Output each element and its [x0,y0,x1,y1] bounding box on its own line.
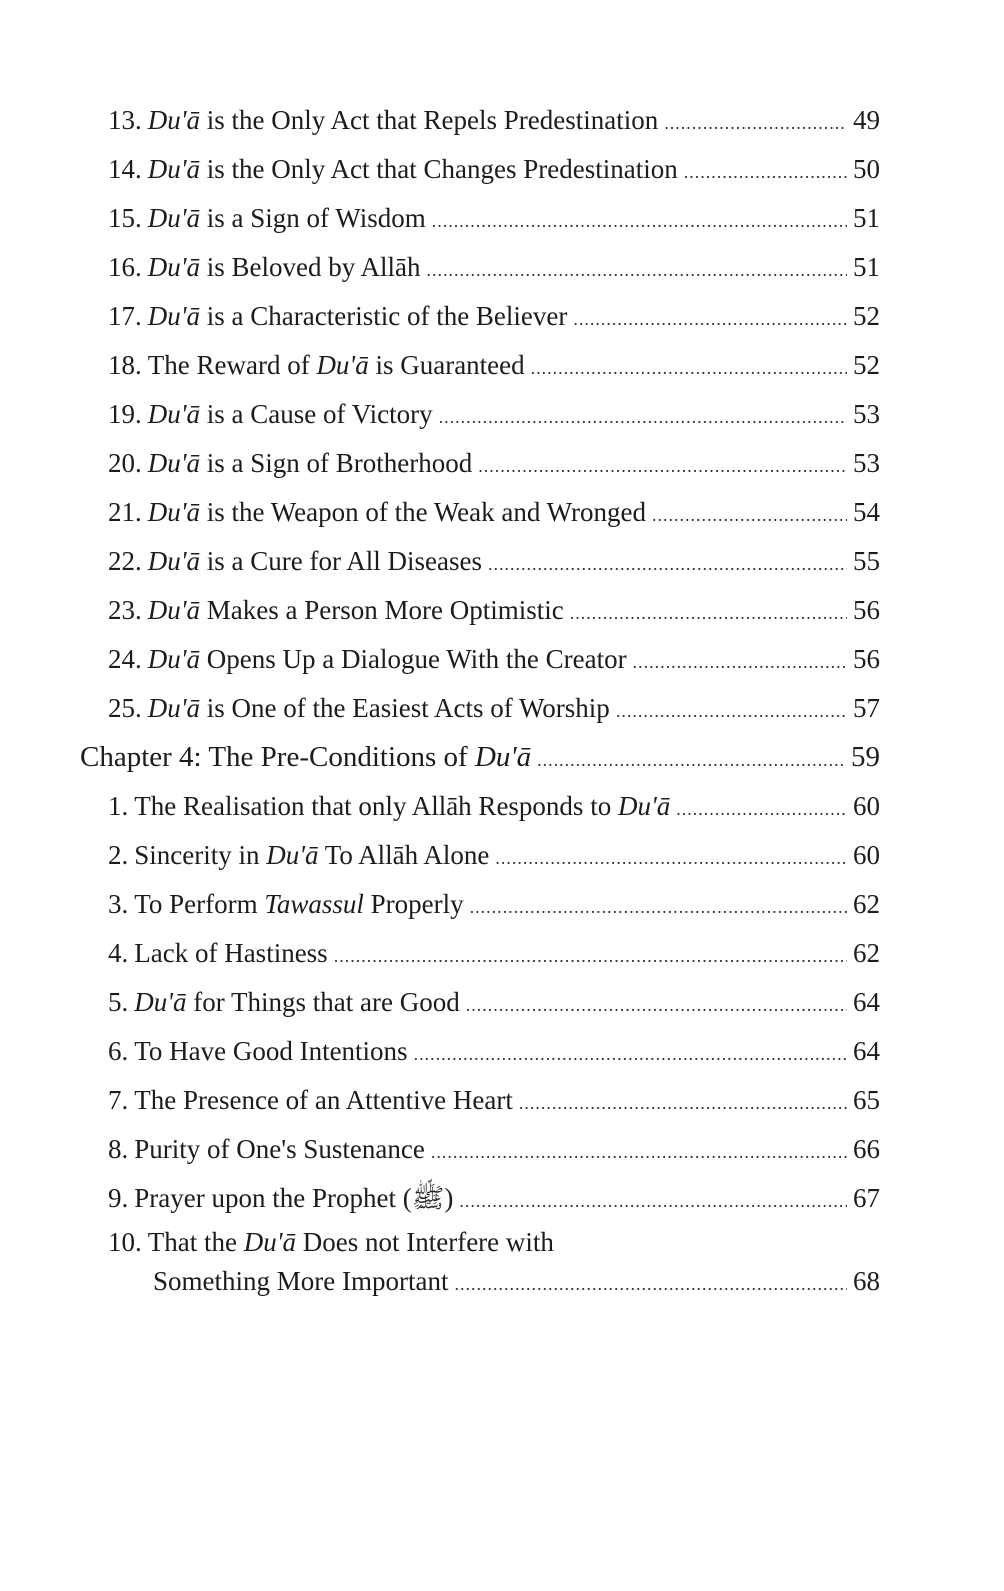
page-number: 50 [853,154,880,184]
entry-title-line-1 [108,1223,880,1261]
page-number: 60 [853,791,880,821]
dot-leader [664,99,847,148]
entry-title [134,929,327,978]
entry-title [148,341,525,390]
dot-leader [676,785,847,834]
toc-entry[interactable] [80,1076,880,1125]
toc-entry[interactable] [80,1125,880,1174]
toc-entry[interactable] [80,194,880,243]
entry-title [134,880,463,929]
entry-title-italic: Du'ā [147,644,201,674]
dot-leader [573,295,847,344]
entry-number: 13. [108,105,142,135]
dot-leader [495,834,847,883]
entry-title [148,194,426,243]
entry-title-text: is the Only Act that Repels Predestination [200,105,659,135]
entry-title-text: Opens Up a Dialogue With the Creator [200,644,627,674]
entry-title [148,537,482,586]
entry-number: 8. [108,1134,129,1164]
dot-leader [478,442,847,491]
entry-title-italic: Du'ā [147,546,201,576]
page-number: 51 [853,203,880,233]
entry-number: 14. [108,154,142,184]
page-number: 49 [853,105,880,135]
page-number: 64 [853,987,880,1017]
toc-entry[interactable] [80,782,880,831]
entry-title-text: That the [147,1227,244,1257]
entry-title [148,96,658,145]
entry-title-text: is a Cause of Victory [200,399,433,429]
entry-title [134,782,670,831]
entry-number: 1. [108,791,129,821]
entry-title [148,292,568,341]
entry-title-text: for Things that are Good [186,987,460,1017]
dot-leader [427,246,847,295]
dot-leader [537,736,845,785]
entry-number: 3. [108,889,129,919]
table-of-contents [80,96,880,1301]
entry-title [80,733,531,782]
page-number: 68 [853,1266,880,1296]
entry-title-italic: Du'ā [266,840,319,870]
toc-entry[interactable] [80,1027,880,1076]
entry-title-text: Does not Interfere with [296,1227,554,1257]
entry-number: 20. [108,448,142,478]
entry-number: 16. [108,252,142,282]
entry-title-text: is a Cure for All Diseases [200,546,482,576]
dot-leader [432,197,847,246]
entry-title-text: is Beloved by Allāh [200,252,421,282]
dot-leader [431,1128,847,1177]
entry-number: 24. [108,644,142,674]
entry-title-text: To Have Good Intentions [134,1036,408,1066]
entry-title [148,586,564,635]
page-number: 59 [851,741,880,773]
entry-title-text: is the Weapon of the Weak and Wronged [200,497,646,527]
entry-number: 22. [108,546,142,576]
entry-title-text: Purity of One's Sustenance [134,1134,425,1164]
entry-title-text: Prayer upon the Prophet (ﷺ) [134,1183,454,1213]
entry-title-text: Lack of Hastiness [134,938,328,968]
entry-number: 18. [108,350,142,380]
toc-entry[interactable] [80,684,880,733]
dot-leader [519,1079,847,1128]
page-number: 51 [853,252,880,282]
page-number: 56 [853,595,880,625]
page-number: 53 [853,448,880,478]
toc-entry[interactable] [80,341,880,390]
dot-leader [466,981,847,1030]
toc-entry[interactable] [80,243,880,292]
entry-title-italic: Du'ā [147,399,201,429]
entry-title-italic: Du'ā [147,448,201,478]
dot-leader [570,589,847,638]
entry-number: 4. [108,938,129,968]
entry-title [148,488,646,537]
entry-title-italic: Du'ā [617,791,671,821]
toc-entry[interactable] [80,439,880,488]
page-number: 52 [853,350,880,380]
entry-title-text: Makes a Person More Optimistic [200,595,564,625]
page-number: 57 [853,693,880,723]
entry-title-text: The Realisation that only Allāh Responds to [134,791,618,821]
entry-number: 5. [108,987,129,1017]
entry-number: 23. [108,595,142,625]
page-number: 56 [853,644,880,674]
page-number: 54 [853,497,880,527]
entry-title-italic: Du'ā [147,301,201,331]
dot-leader [616,687,847,736]
page-number: 66 [853,1134,880,1164]
entry-title-italic: Du'ā [316,350,369,380]
entry-title-italic: Du'ā [147,105,201,135]
toc-entry[interactable] [80,635,880,684]
entry-number: 21. [108,497,142,527]
dot-leader [459,1177,847,1226]
entry-number: 15. [108,203,142,233]
entry-title-italic: Du'ā [147,595,201,625]
dot-leader [652,491,847,540]
dot-leader [684,148,847,197]
entry-title [148,390,433,439]
toc-entry[interactable] [80,929,880,978]
entry-title [148,145,678,194]
entry-number: 10. [108,1227,142,1257]
dot-leader [470,883,847,932]
dot-leader [454,1264,847,1304]
entry-number: 9. [108,1183,129,1213]
entry-title-text: is the Only Act that Changes Predestination [200,154,678,184]
toc-entry[interactable] [80,733,880,782]
dot-leader [439,393,847,442]
toc-entry[interactable] [80,831,880,880]
toc-entry[interactable] [80,292,880,341]
toc-entry[interactable] [80,537,880,586]
entry-title-italic: Du'ā [147,203,201,233]
toc-entry[interactable] [80,1174,880,1223]
entry-title-italic: Du'ā [147,497,201,527]
entry-title-italic: Du'ā [474,741,532,773]
entry-title-text: To Allāh Alone [318,840,490,870]
entry-title [148,635,627,684]
dot-leader [414,1030,847,1079]
entry-title-text: is a Sign of Brotherhood [200,448,473,478]
entry-title-text: To Perform [134,889,265,919]
entry-title-text: Something More Important [153,1266,449,1296]
entry-title-text: is a Characteristic of the Believer [200,301,568,331]
entry-title-italic: Du'ā [147,693,201,723]
entry-title [134,831,489,880]
toc-entry[interactable] [80,96,880,145]
page-number: 67 [853,1183,880,1213]
entry-title-text: Chapter 4: The Pre-Conditions of [80,741,475,773]
entry-title-text: is Guaranteed [368,350,525,380]
entry-title [134,1125,425,1174]
toc-entry[interactable] [80,390,880,439]
entry-number: 17. [108,301,142,331]
toc-entry[interactable] [80,145,880,194]
entry-title-italic: Du'ā [147,252,201,282]
entry-number: 6. [108,1036,129,1066]
page-number: 65 [853,1085,880,1115]
toc-entry[interactable] [80,488,880,537]
toc-entry[interactable] [80,978,880,1027]
entry-title [134,1027,407,1076]
page-number: 62 [853,938,880,968]
entry-number: 19. [108,399,142,429]
page-number: 55 [853,546,880,576]
entry-title-line-2 [108,1261,880,1301]
entry-number: 2. [108,840,129,870]
page-number: 53 [853,399,880,429]
dot-leader [633,638,847,687]
entry-title-text: The Presence of an Attentive Heart [134,1085,513,1115]
entry-title [134,1174,453,1223]
entry-title-italic: Du'ā [243,1227,296,1257]
entry-title-italic: Du'ā [134,987,187,1017]
dot-leader [334,932,847,981]
page-number: 60 [853,840,880,870]
entry-number: 25. [108,693,142,723]
toc-entry[interactable] [80,1223,880,1301]
entry-title [148,684,610,733]
dot-leader [531,344,847,393]
entry-title-text: Properly [363,889,464,919]
entry-title-text: is One of the Easiest Acts of Worship [200,693,610,723]
entry-title [134,978,459,1027]
page-number: 52 [853,301,880,331]
entry-number: 7. [108,1085,129,1115]
entry-title [134,1076,513,1125]
toc-entry[interactable] [80,880,880,929]
page-number: 62 [853,889,880,919]
entry-title-text: is a Sign of Wisdom [200,203,426,233]
entry-title [148,243,421,292]
entry-title-italic: Du'ā [147,154,201,184]
dot-leader [488,540,847,589]
toc-entry[interactable] [80,586,880,635]
entry-title [148,439,473,488]
page-number: 64 [853,1036,880,1066]
entry-title-text: The Reward of [147,350,317,380]
entry-title-italic: Tawassul [264,889,364,919]
entry-title-text: Sincerity in [134,840,267,870]
